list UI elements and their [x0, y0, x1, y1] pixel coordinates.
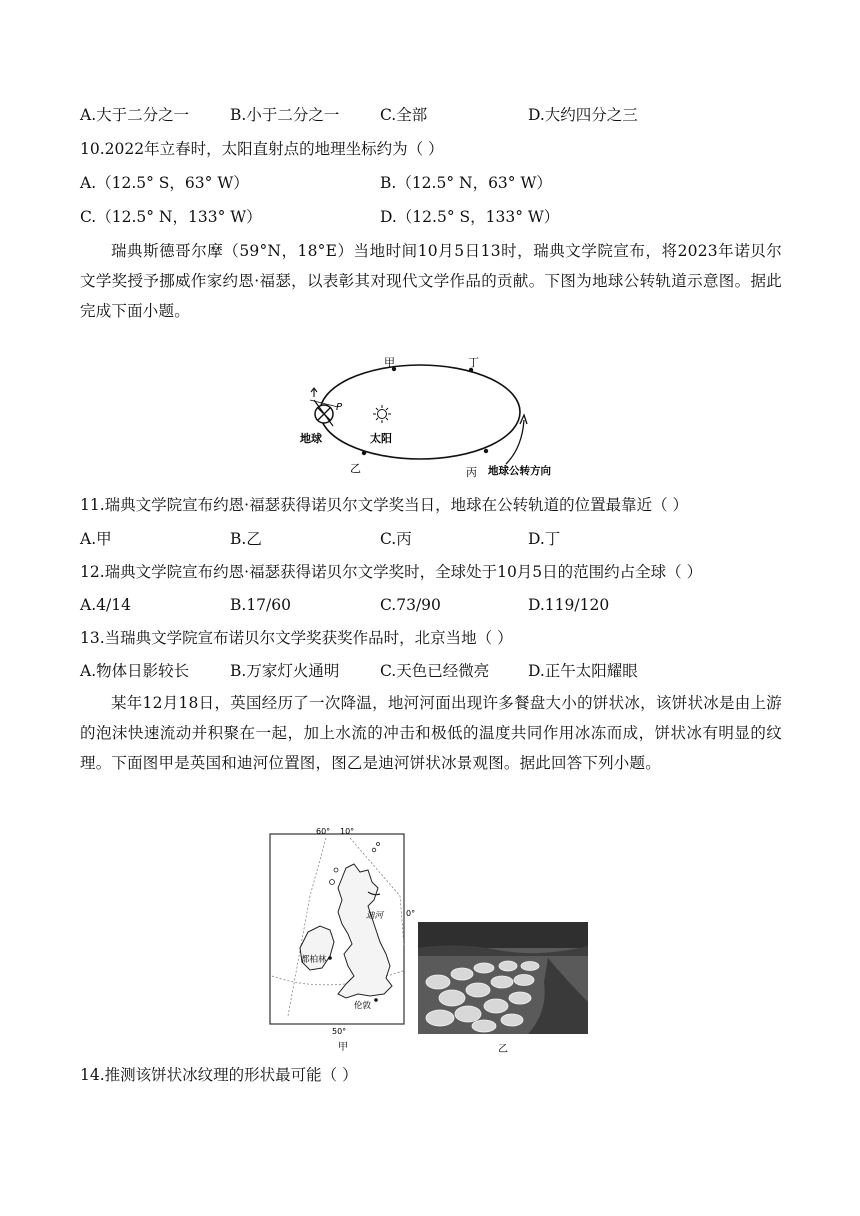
q10-stem: 10.2022年立春时，太阳直射点的地理坐标约为（ ） — [80, 140, 444, 158]
q12-option-d: D.119/120 — [528, 596, 610, 614]
point-yi — [362, 451, 366, 455]
q13-stem: 13.当瑞典文学院宣布诺贝尔文学奖获奖作品时，北京当地（ ） — [80, 629, 513, 647]
q11-option-d: D.丁 — [528, 530, 561, 548]
q12-stem: 12.瑞典文学院宣布约恩·福瑟获得诺贝尔文学奖时，全球处于10月5日的范围约占全球（ ） — [80, 563, 703, 581]
pancake-ice-photo — [418, 922, 588, 1058]
q13-option-c: C.天色已经微亮 — [380, 662, 490, 680]
q9-option-d: D.大约四分之三 — [528, 106, 638, 124]
label-bing: 丙 — [466, 466, 477, 479]
q12-options — [80, 594, 780, 616]
direction-arrow-icon — [506, 415, 527, 464]
dublin-dot — [328, 956, 332, 960]
label-london: 伦敦 — [354, 1001, 372, 1011]
q11-option-b: B.乙 — [230, 530, 262, 548]
label-50: 50° — [332, 1027, 347, 1036]
caption-jia: 甲 — [338, 1042, 348, 1053]
label-dublin: 都柏林 — [301, 955, 327, 965]
q13-option-b: B.万家灯火通明 — [230, 662, 340, 680]
q13-options — [80, 660, 780, 682]
q10-option-d: D.（12.5° S，133° W） — [380, 208, 560, 226]
orbit-diagram — [300, 352, 560, 482]
q10-option-c: C.（12.5° N，133° W） — [80, 208, 262, 226]
q11-option-c: C.丙 — [380, 530, 412, 548]
q9-options — [80, 104, 780, 126]
uk-map — [268, 826, 418, 1056]
passage-pancake-ice: 某年12月18日，英国经历了一次降温，地河河面出现许多餐盘大小的饼状冰，该饼状冰是由上游的泡沫快速流动并积聚在一起，加上水流的冲击和极低的温度共同作用冰冻而成，饼状冰有明显的纹理。下面图甲是英国和迪河位置图，图乙是迪河饼状冰景观图。据此回答下列小题。 — [80, 694, 782, 772]
q10-option-a: A.（12.5° S，63° W） — [80, 174, 249, 192]
label-p: P — [336, 402, 343, 413]
label-direction: 地球公转方向 — [488, 465, 551, 477]
point-bing — [484, 449, 488, 453]
q10-options-row2 — [80, 206, 780, 228]
label-sun: 太阳 — [370, 432, 392, 445]
q9-option-b: B.小于二分之一 — [230, 106, 340, 124]
q9-option-a: A.大于二分之一 — [80, 106, 190, 124]
q12-option-a: A.4/14 — [80, 596, 131, 614]
passage-stockholm: 瑞典斯德哥尔摩（59°N，18°E）当地时间10月5日13时，瑞典文学院宣布，将2023年诺贝尔文学奖授予挪威作家约恩·福瑟，以表彰其对现代文学作品的贡献。下图为地球公转轨道示意图。据此完成下面小题。 — [80, 242, 782, 320]
label-jia: 甲 — [384, 356, 395, 369]
q9-option-c: C.全部 — [380, 106, 428, 124]
label-60: 60° — [316, 827, 331, 836]
q12-option-c: C.73/90 — [380, 596, 441, 614]
q11-stem: 11.瑞典文学院宣布约恩·福瑟获得诺贝尔文学奖当日，地球在公转轨道的位置最靠近（ ） — [80, 496, 689, 514]
earth-icon — [310, 388, 338, 426]
label-dee: 迪河 — [366, 911, 384, 921]
q13-option-a: A.物体日影较长 — [80, 662, 190, 680]
q12-option-b: B.17/60 — [230, 596, 291, 614]
caption-yi: 乙 — [498, 1044, 508, 1055]
label-10: 10° — [340, 827, 355, 836]
q14-stem: 14.推测该饼状冰纹理的形状最可能（ ） — [80, 1066, 358, 1084]
q10-option-b: B.（12.5° N，63° W） — [380, 174, 552, 192]
q13-option-d: D.正午太阳耀眼 — [528, 662, 638, 680]
q10-options-row1 — [80, 172, 780, 194]
label-ding: 丁 — [468, 356, 479, 369]
q11-options — [80, 528, 780, 550]
orbit-ellipse — [320, 365, 520, 459]
label-yi: 乙 — [350, 462, 361, 475]
label-0: 0° — [406, 909, 416, 918]
sun-icon — [373, 405, 391, 423]
london-dot — [374, 998, 378, 1002]
label-earth: 地球 — [300, 432, 322, 445]
q11-option-a: A.甲 — [80, 530, 112, 548]
